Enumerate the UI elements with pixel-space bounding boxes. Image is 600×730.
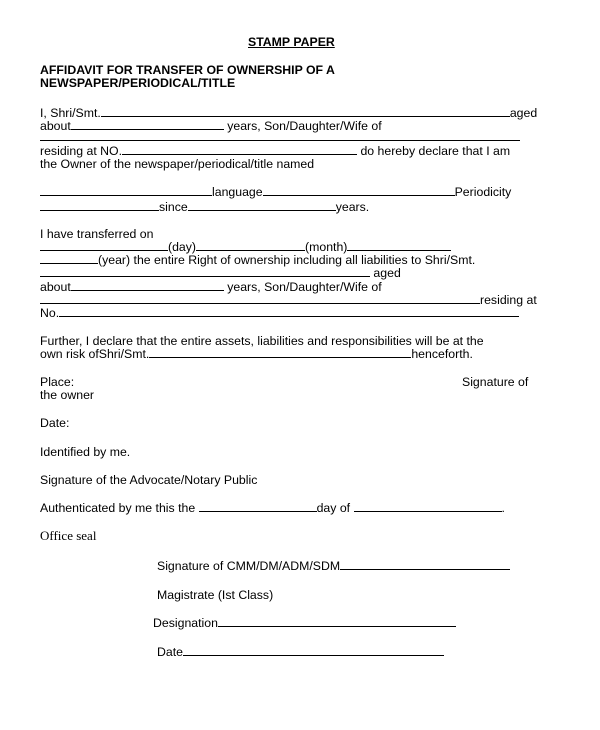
blank-transfer-day[interactable] xyxy=(40,240,168,251)
transferee-address-line xyxy=(40,306,519,320)
magistrate-label: Magistrate (Ist Class) xyxy=(157,588,274,602)
label-since: since xyxy=(159,200,188,214)
cmm-signature-line xyxy=(157,559,510,573)
declarant-address-line xyxy=(40,144,510,158)
declarant-name-line xyxy=(40,106,537,120)
authenticated-line xyxy=(40,501,505,515)
label-years: years. xyxy=(335,200,370,214)
label-no: No. xyxy=(40,306,60,320)
transfer-line xyxy=(40,227,153,241)
blank-transfer-year[interactable] xyxy=(40,253,98,264)
language-line xyxy=(40,185,511,199)
blank-transferee-age[interactable] xyxy=(71,280,224,291)
label-shri-smt: I, Shri/Smt. xyxy=(40,106,101,120)
since-line xyxy=(40,200,369,214)
label-own-risk: own risk ofShri/Smt. xyxy=(40,347,150,361)
label-about: about xyxy=(40,119,71,133)
label-relation-2: years, Son/Daughter/Wife of xyxy=(227,280,382,294)
signature-of-label: Signature of xyxy=(462,375,529,389)
identified-by-label: Identified by me. xyxy=(40,445,131,459)
date-label: Date: xyxy=(40,416,70,430)
blank-designation[interactable] xyxy=(218,616,456,627)
label-henceforth: henceforth. xyxy=(411,347,473,361)
blank-declarant-address[interactable] xyxy=(122,144,357,155)
blank-transferee-relation[interactable] xyxy=(40,293,480,304)
label-day-of: day of xyxy=(316,501,351,515)
owner-statement-line xyxy=(40,157,314,171)
blank-transfer-year-extra[interactable] xyxy=(347,240,451,251)
transferee-residence-line xyxy=(40,293,537,307)
blank-transfer-month[interactable] xyxy=(196,240,305,251)
ownership-right-line xyxy=(40,253,475,267)
label-period: . xyxy=(501,501,505,515)
transferee-name-line xyxy=(40,266,401,280)
label-day: (day) xyxy=(168,240,197,254)
affidavit-title-line-1: AFFIDAVIT FOR TRANSFER OF OWNERSHIP OF A xyxy=(40,63,335,77)
blank-declarant-relation[interactable] xyxy=(40,130,520,141)
blank-language[interactable] xyxy=(263,185,455,196)
label-authenticated: Authenticated by me this the xyxy=(40,501,196,515)
label-residing-at: residing at NO. xyxy=(40,144,123,158)
blank-declarant-age[interactable] xyxy=(71,119,224,130)
blank-own-risk-name[interactable] xyxy=(149,347,411,358)
ownership-right-text: (year) the entire Right of ownership including all liabilities to Shri/Smt. xyxy=(98,253,476,267)
blank-cmm-signature[interactable] xyxy=(340,559,510,570)
blank-date-2[interactable] xyxy=(183,645,444,656)
blank-auth-day[interactable] xyxy=(199,501,317,512)
stamp-paper-heading: STAMP PAPER xyxy=(248,35,335,49)
owner-statement-text: the Owner of the newspaper/periodical/title named xyxy=(40,157,315,171)
advocate-signature-label: Signature of the Advocate/Notary Public xyxy=(40,473,258,487)
label-aged: aged xyxy=(509,106,538,120)
declarant-relation-line xyxy=(40,130,520,144)
label-aged-2: aged xyxy=(373,266,401,280)
transferee-age-line xyxy=(40,280,382,294)
own-risk-line xyxy=(40,347,473,361)
blank-transferee-name[interactable] xyxy=(40,266,370,277)
transfer-date-line xyxy=(40,240,451,254)
label-about-2: about xyxy=(40,280,71,294)
office-seal-label: Office seal xyxy=(40,528,97,543)
the-owner-label: the owner xyxy=(40,388,95,402)
further-declare-line xyxy=(40,334,484,348)
blank-newspaper-title[interactable] xyxy=(40,185,212,196)
label-residing-at-2: residing at xyxy=(480,293,537,307)
blank-declarant-name[interactable] xyxy=(101,106,510,117)
blank-transferee-address[interactable] xyxy=(59,306,519,317)
blank-since-years[interactable] xyxy=(188,200,336,211)
label-relation: years, Son/Daughter/Wife of xyxy=(227,119,382,133)
label-cmm-signature: Signature of CMM/DM/ADM/SDM xyxy=(157,559,341,573)
transfer-text: I have transferred on xyxy=(40,227,154,241)
further-declare-text: Further, I declare that the entire assets, liabilities and responsibilities will be at the xyxy=(40,334,484,348)
label-declare: do hereby declare that I am xyxy=(360,144,511,158)
affidavit-title-line-2: NEWSPAPER/PERIODICAL/TITLE xyxy=(40,76,236,90)
blank-periodicity[interactable] xyxy=(40,200,159,211)
label-month: (month) xyxy=(305,240,348,254)
label-designation: Designation xyxy=(153,616,218,630)
label-language: language xyxy=(212,185,263,199)
blank-auth-month[interactable] xyxy=(354,501,502,512)
label-date-2: Date xyxy=(157,645,183,659)
place-label: Place: xyxy=(40,375,75,389)
label-periodicity: Periodicity xyxy=(454,185,512,199)
designation-line xyxy=(153,616,456,630)
date-2-line xyxy=(157,645,444,659)
